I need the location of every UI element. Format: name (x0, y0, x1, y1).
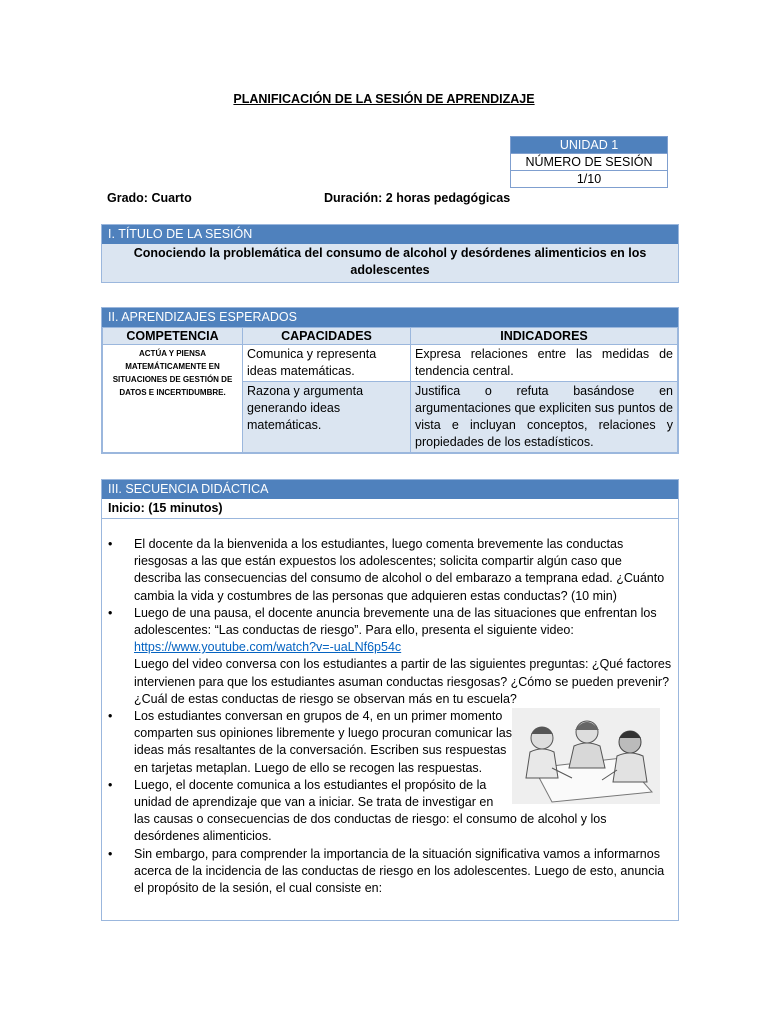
students-illustration (512, 708, 660, 804)
expected-learning-section (101, 307, 679, 454)
unit-label: UNIDAD 1 (511, 137, 668, 154)
table-header-row (103, 328, 678, 345)
unit-box (510, 136, 668, 188)
item-text: Luego del video conversa con los estudiantes a partir de las siguientes preguntas: ¿Qué factores intervienen para que los estudiantes asuman conductas riesgosas? ¿Cómo se pueden prevenir? ¿Cuál de estas conductas de riesgo se observan más en tu escuela? (134, 657, 672, 706)
item-text: El docente da la bienvenida a los estudiantes, luego comenta brevemente las conductas riesgosas a las que están expuestos los adolescentes; solicita compartir algún caso que describa las consecuencias del consumo de alcohol o del embarazo a temprana edad. ¿Cuánto cambia la vida y costumbres de las personas que adquieren estas conductas? (10 min) (134, 537, 665, 603)
item-text: Sin embargo, para comprender la importancia de la situación significativa vamos a informarnos acerca de la incidencia de las conductas de riesgo en los adolescentes. Luego de esto, anuncia el propósito de la sesión, el cual consiste en: (134, 846, 665, 896)
column-header: COMPETENCIA (103, 328, 243, 345)
item-text: Los estudiantes conversan en grupos de 4, en un primer momento comparten sus opiniones libremente y luego procuran comunicar las ideas más resaltantes de la conversación. Escriben sus respuestas en tarjetas metaplan. Luego de ello se recogen las respuestas. (134, 709, 512, 775)
bullet: • (108, 709, 113, 724)
section-1-heading: I. TÍTULO DE LA SESIÓN (102, 225, 678, 244)
bullet: • (108, 846, 113, 861)
learning-table (102, 327, 678, 453)
bullet: • (108, 777, 113, 792)
indicador-cell: Justifica o refuta basándose en argumentaciones que expliciten sus puntos de vista e incluyan conceptos, relaciones y propiedades de los estadísticos. (411, 382, 678, 453)
capacidad-cell: Razona y argumenta generando ideas matemáticas. (243, 382, 411, 453)
didactic-sequence-section (101, 479, 679, 921)
bullet: • (108, 605, 113, 620)
list-item (106, 605, 672, 708)
competencia-cell: ACTÚA Y PIENSA MATEMÁTICAMENTE EN SITUACIONES DE GESTIÓN DE DATOS E INCERTIDUMBRE. (103, 345, 243, 453)
item-text: Luego de una pausa, el docente anuncia brevemente una de las situaciones que enfrentan los adolescentes: “Las conductas de riesgo”. Para ello, presenta el siguiente video: (134, 605, 657, 638)
duration-label: Duración: 2 horas pedagógicas (324, 191, 511, 205)
section-2-heading: II. APRENDIZAJES ESPERADOS (102, 308, 678, 327)
inicio-label: Inicio: (15 minutos) (102, 499, 678, 519)
session-number-value: 1/10 (511, 171, 668, 188)
section-3-heading: III. SECUENCIA DIDÁCTICA (102, 480, 678, 499)
capacidad-cell: Comunica y representa ideas matemáticas. (243, 345, 411, 382)
list-item (106, 846, 672, 898)
list-item (106, 536, 672, 605)
column-header: CAPACIDADES (243, 328, 411, 345)
grade-label: Grado: Cuarto (107, 191, 192, 205)
bullet: • (108, 537, 113, 551)
video-link[interactable]: https://www.youtube.com/watch?v=-uaLNf6p54c (134, 640, 402, 655)
session-number-label: NÚMERO DE SESIÓN (511, 154, 668, 171)
item-text: Luego, el docente comunica a los estudiantes el propósito de la unidad de aprendizaje que van a iniciar. Se trata de investigar en las causas o consecuencias de dos conductas de riesgo: el consumo de alcohol y los desórdenes alimenticios. (134, 777, 607, 844)
indicador-cell: Expresa relaciones entre las medidas de tendencia central. (411, 345, 678, 382)
document-title: PLANIFICACIÓN DE LA SESIÓN DE APRENDIZAJE (233, 92, 535, 106)
table-row (103, 345, 678, 382)
session-title: Conociendo la problemática del consumo de alcohol y desórdenes alimenticios en los adolescentes (102, 244, 678, 282)
column-header: INDICADORES (411, 328, 678, 345)
session-title-section (101, 224, 679, 283)
